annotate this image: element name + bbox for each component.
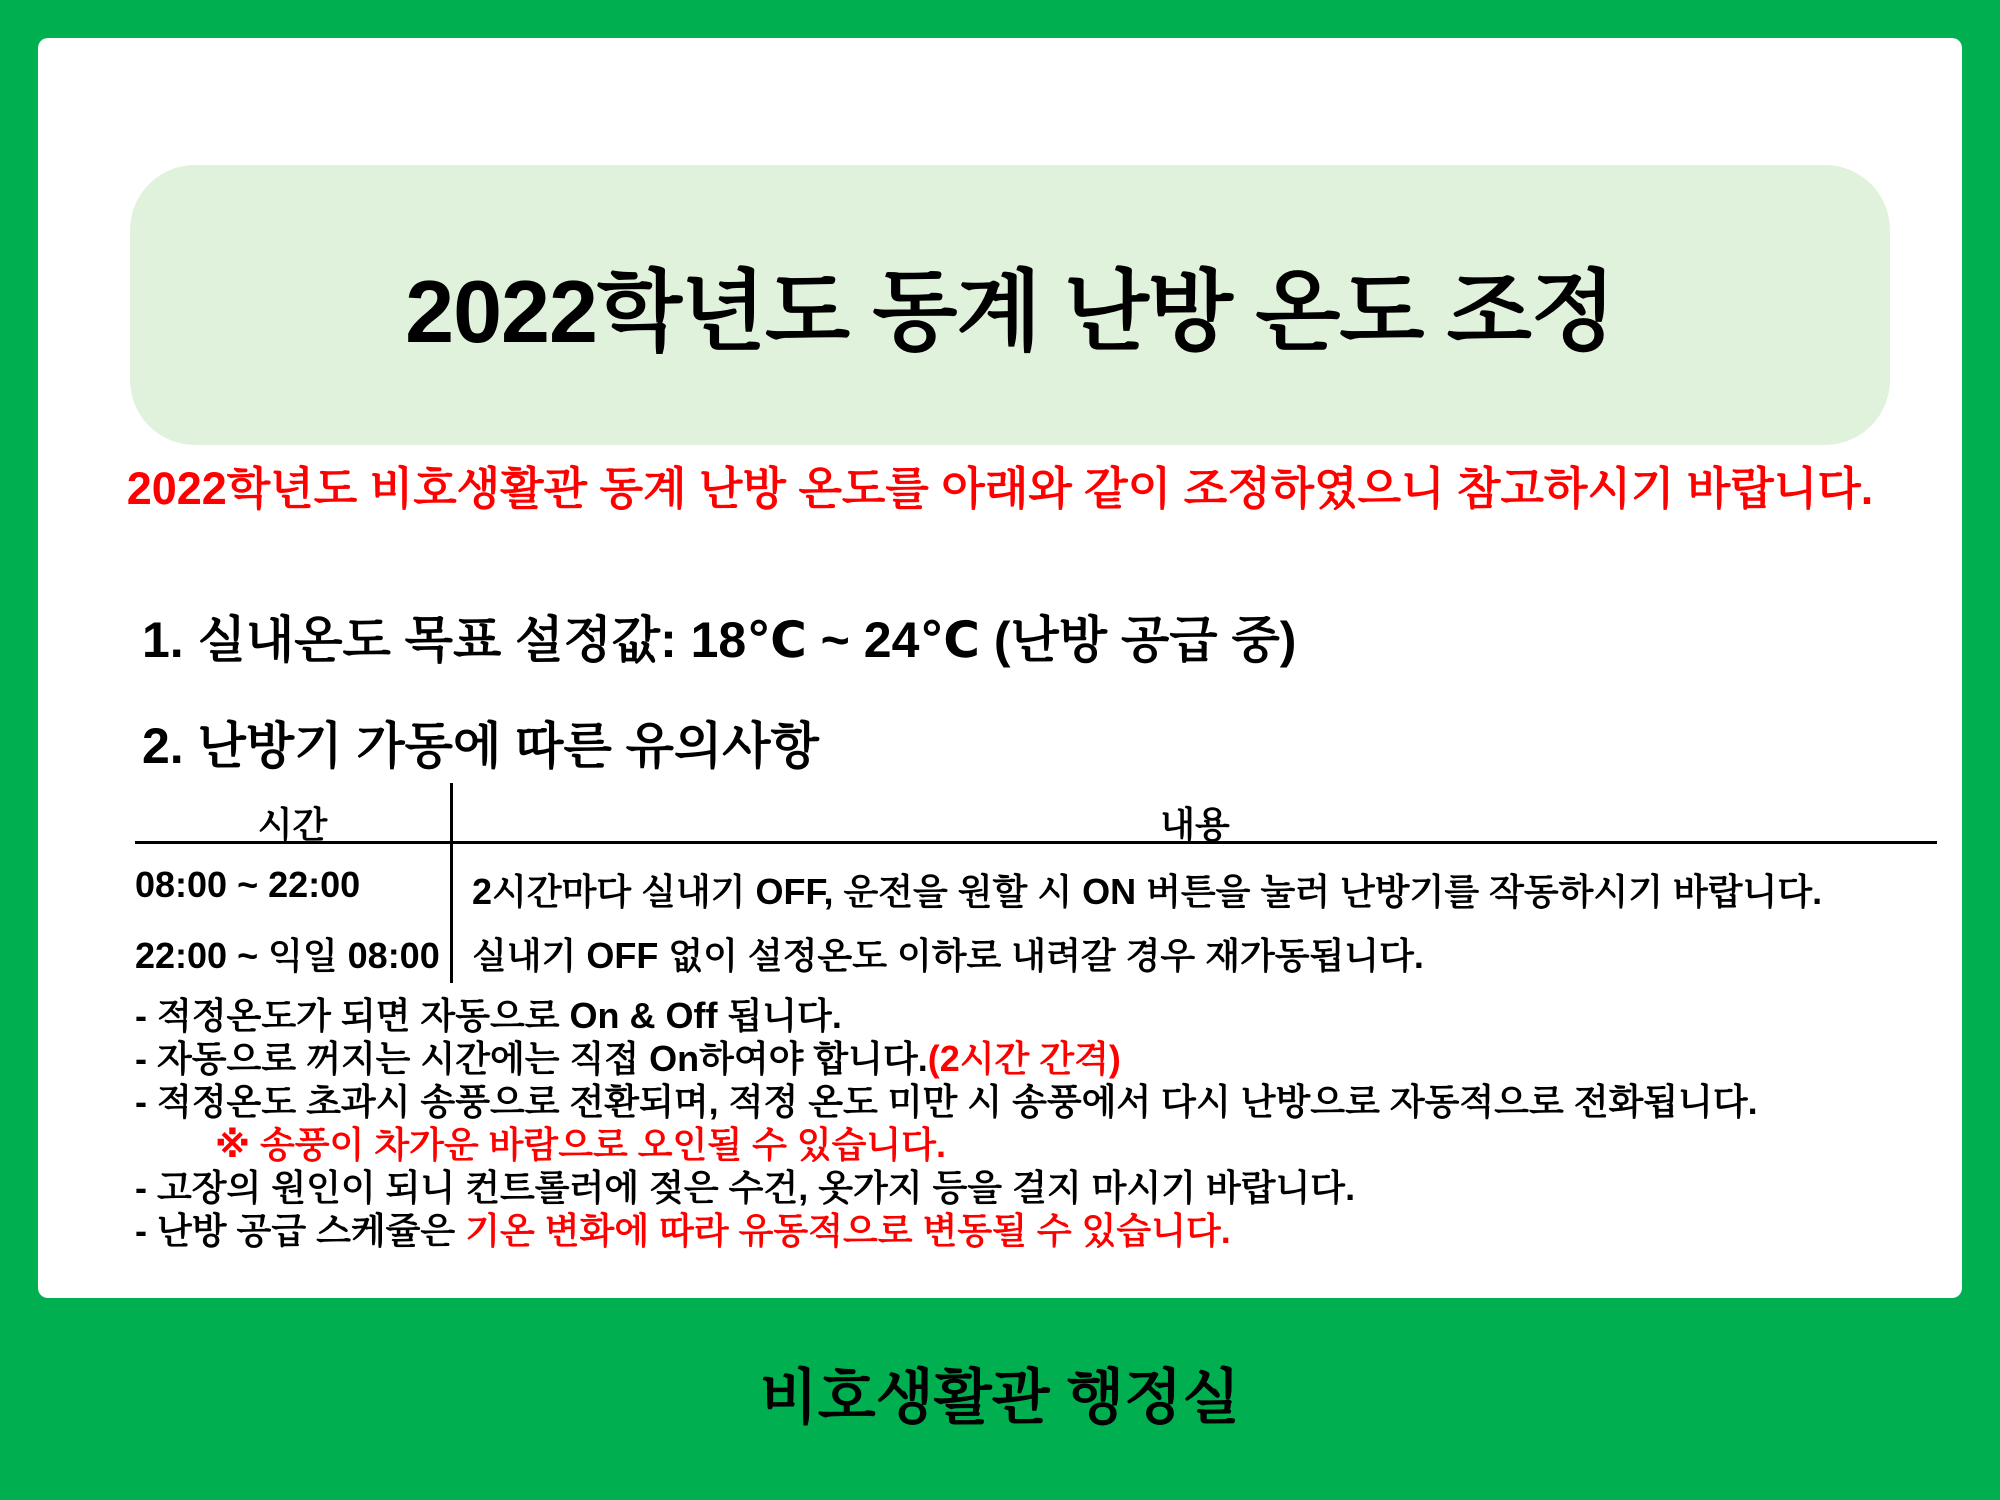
note-text-red: 기온 변화에 따라 유동적으로 변동될 수 있습니다. [465, 1210, 1231, 1251]
notes-list [135, 994, 1935, 1252]
table-header-time: 시간 [257, 804, 328, 845]
note-fan-switch [135, 1080, 1935, 1123]
note-text-red: (2시간 간격) [927, 1038, 1121, 1079]
note-schedule-change [135, 1209, 1935, 1252]
table-row-2-time: 22:00 ~ 익일 08:00 [135, 935, 440, 976]
note-text: - 적정온도 초과시 송풍으로 전환되며, 적정 온도 미만 시 송풍에서 다시 난방으로 자동적으로 전화됩니다. [135, 1081, 1758, 1122]
table-header-content: 내용 [1160, 804, 1230, 845]
note-manual-on [135, 1037, 1935, 1080]
note-auto-onoff [135, 994, 1935, 1037]
page-title: 2022학년도 동계 난방 온도 조정 [405, 262, 1615, 361]
notice-line: 2022학년도 비호생활관 동계 난방 온도를 아래와 같이 조정하였으니 참고하시기 바랍니다. [126, 463, 1874, 514]
list-item-heater-precautions: 2. 난방기 가동에 따른 유의사항 [142, 718, 819, 774]
table-row-1-content: 2시간마다 실내기 OFF, 운전을 원할 시 ON 버튼을 눌러 난방기를 작동하시기 바랍니다. [472, 871, 1823, 912]
note-text: - 고장의 원인이 되니 컨트롤러에 젖은 수건, 옷가지 등을 걸지 마시기 바랍니다. [135, 1167, 1356, 1208]
note-controller-warning [135, 1166, 1935, 1209]
table-row-1-time: 08:00 ~ 22:00 [135, 864, 361, 905]
note-text: - 자동으로 꺼지는 시간에는 직접 On하여야 합니다. [135, 1038, 928, 1079]
note-text: - 난방 공급 스케쥴은 [135, 1210, 466, 1251]
table-row-2-content: 실내기 OFF 없이 설정온도 이하로 내려갈 경우 재가동됩니다. [472, 935, 1424, 976]
note-fan-cold-warning [135, 1123, 1935, 1166]
footer-signature: 비호생활관 행정실 [759, 1364, 1241, 1431]
note-text-red: ※ 송풍이 차가운 바람으로 오인될 수 있습니다. [215, 1124, 946, 1165]
list-item-temperature-target: 1. 실내온도 목표 설정값: 18℃ ~ 24℃ (난방 공급 중) [142, 612, 1297, 668]
note-text: - 적정온도가 되면 자동으로 On & Off 됩니다. [135, 995, 842, 1036]
title-banner [130, 165, 1890, 445]
